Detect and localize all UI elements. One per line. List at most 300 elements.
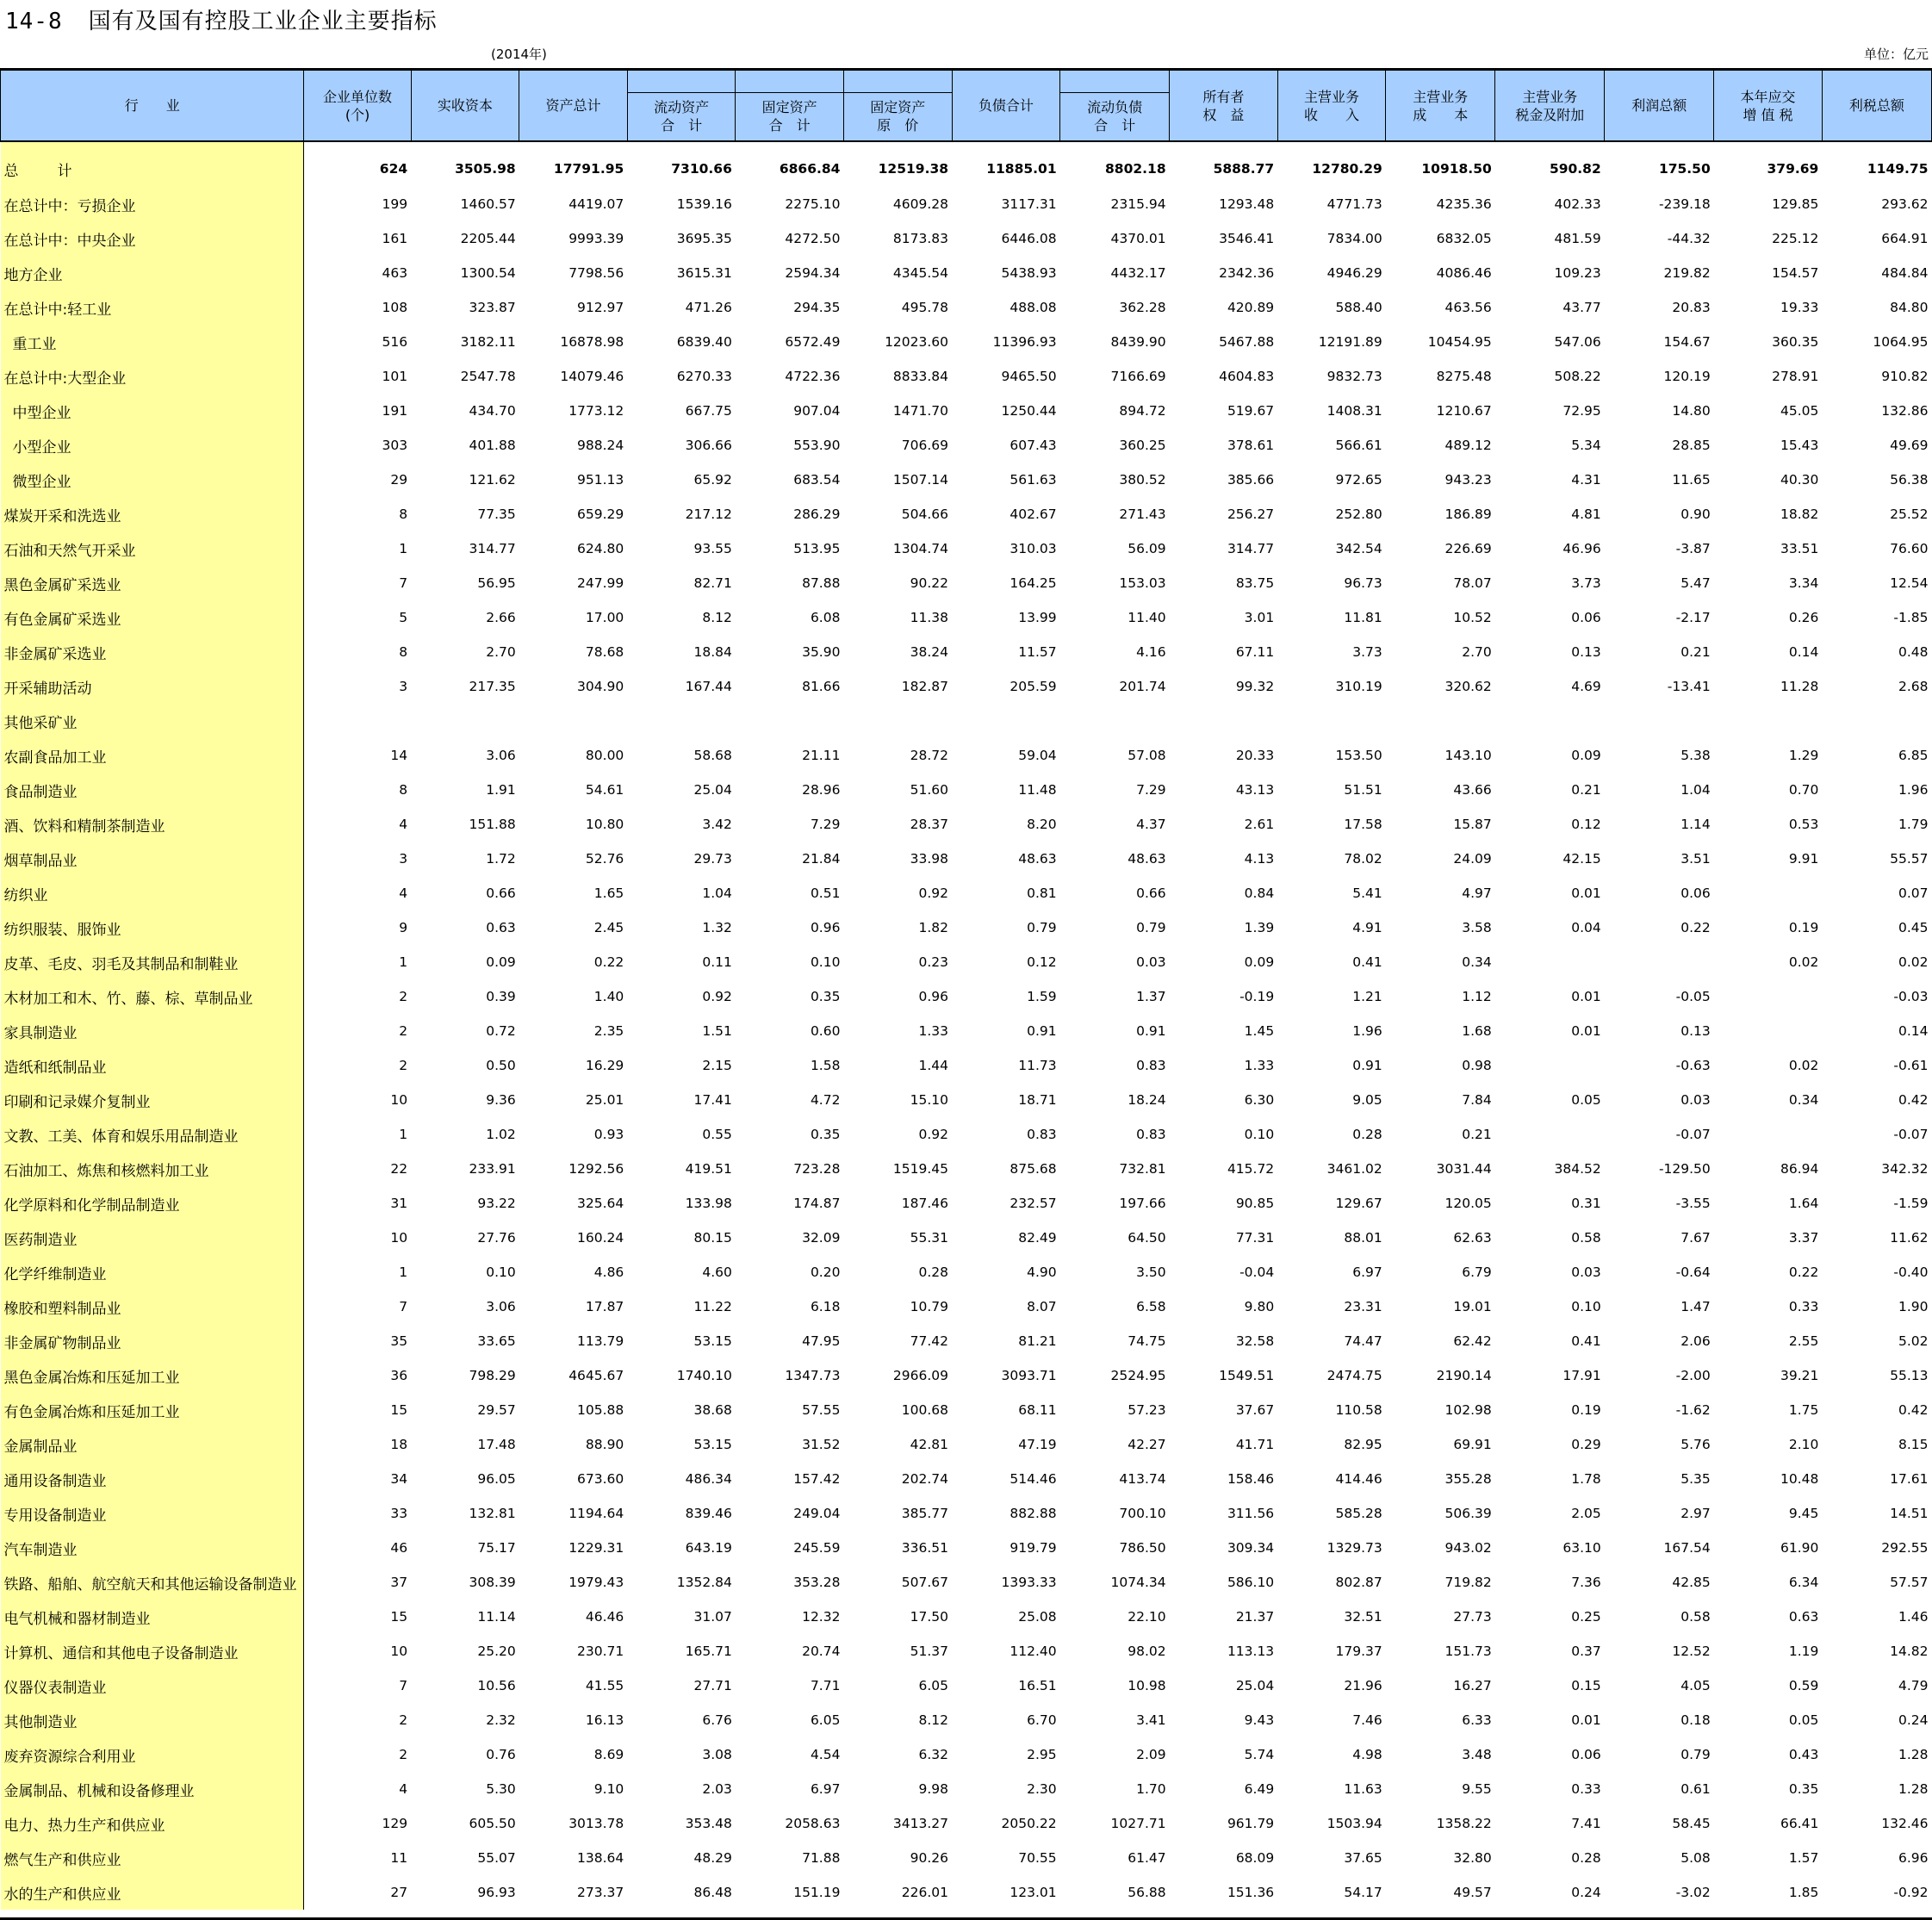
table-cell: 33.98 [910, 851, 949, 867]
table-cell: 1358.22 [1436, 1816, 1492, 1831]
table-cell: 19.33 [1780, 300, 1819, 315]
table-cell [1605, 704, 1714, 738]
table-cell: 151.36 [1227, 1885, 1275, 1900]
table-cell: 123.01 [1009, 1885, 1057, 1900]
industry-label: 小型企业 [12, 438, 71, 457]
table-cell: 786.50 [1119, 1540, 1166, 1556]
table-cell: 217.12 [685, 506, 732, 522]
table-cell: 659.29 [577, 506, 624, 522]
table-cell: 1773.12 [568, 403, 624, 419]
table-cell: 273.37 [577, 1885, 624, 1900]
table-cell: 151.19 [793, 1885, 841, 1900]
table-cell: 605.50 [469, 1816, 516, 1831]
table-cell: 0.58 [1680, 1609, 1711, 1625]
industry-name [1, 428, 304, 463]
table-cell: 3.48 [1462, 1747, 1492, 1762]
table-cell: 88.90 [585, 1437, 624, 1452]
table-row [1, 704, 1932, 738]
table-cell: 56.95 [477, 575, 516, 591]
table-cell: 1.32 [702, 920, 732, 935]
industry-label: 燃气生产和供应业 [3, 1851, 121, 1869]
table-cell: 3.08 [702, 1747, 732, 1762]
industry-name [1, 325, 304, 359]
table-cell: 6.96 [1898, 1850, 1929, 1866]
table-cell: 2.10 [1788, 1437, 1819, 1452]
table-cell: 37.67 [1235, 1402, 1275, 1418]
table-row [1, 1531, 1932, 1565]
table-cell: 0.61 [1680, 1781, 1711, 1797]
table-cell: 294.35 [793, 300, 841, 315]
table-cell: 0.91 [1352, 1058, 1382, 1073]
table-cell: 0.21 [1462, 1127, 1492, 1142]
table-cell: 2050.22 [1001, 1816, 1057, 1831]
table-cell: -44.32 [1667, 231, 1711, 246]
table-cell: 0.07 [1898, 885, 1929, 901]
table-cell: 29.57 [477, 1402, 516, 1418]
table-cell: 673.60 [577, 1471, 624, 1487]
table-cell: 384.52 [1554, 1161, 1601, 1177]
table-cell: 76.60 [1890, 541, 1929, 556]
table-cell: 10.80 [585, 817, 624, 832]
table-cell: 3013.78 [568, 1816, 624, 1831]
industry-name [1, 1806, 304, 1841]
table-cell: 0.10 [1244, 1127, 1275, 1142]
table-row [1, 1841, 1932, 1875]
table-cell: -3.87 [1675, 541, 1711, 556]
table-cell: 98.02 [1128, 1643, 1166, 1659]
table-cell: 419.51 [685, 1161, 732, 1177]
table-cell: 8 [399, 782, 408, 798]
table-cell: 16.29 [585, 1058, 624, 1073]
table-cell: 1194.64 [568, 1506, 624, 1521]
table-cell: 42.15 [1562, 851, 1601, 867]
table-cell: 1.75 [1788, 1402, 1819, 1418]
table-cell: 4.16 [1136, 644, 1166, 660]
table-cell: 6.05 [918, 1678, 949, 1693]
table-row [1, 635, 1932, 669]
table-cell: 0.10 [1571, 1299, 1601, 1314]
table-cell: 4.31 [1571, 472, 1601, 488]
table-cell: 4.79 [1898, 1678, 1929, 1693]
table-cell: 1507.14 [892, 472, 949, 488]
table-cell: 68.11 [1018, 1402, 1057, 1418]
table-cell: 798.29 [469, 1368, 516, 1383]
table-cell: 506.39 [1444, 1506, 1492, 1521]
table-cell: 20.33 [1235, 748, 1275, 763]
table-cell: 57.08 [1128, 748, 1166, 763]
table-cell: 3.42 [702, 817, 732, 832]
table-cell: 202.74 [901, 1471, 949, 1487]
table-cell: 109.23 [1554, 265, 1601, 281]
table-cell: 129.85 [1772, 196, 1819, 212]
table-cell: 380.52 [1119, 472, 1166, 488]
table-row [1, 256, 1932, 290]
industry-label: 通用设备制造业 [3, 1472, 107, 1490]
table-cell: 9.05 [1352, 1092, 1382, 1108]
table-cell: 16.27 [1453, 1678, 1492, 1693]
table-cell: 219.82 [1663, 265, 1711, 281]
table-cell: 292.55 [1881, 1540, 1929, 1556]
table-cell: 1.70 [1136, 1781, 1166, 1797]
table-cell: 1.04 [702, 885, 732, 901]
table-cell: 0.91 [1136, 1023, 1166, 1039]
table-cell: 1.45 [1244, 1023, 1275, 1039]
table-cell: 624 [379, 161, 408, 177]
table-cell: 11.38 [910, 610, 949, 625]
table-cell: 0.92 [702, 989, 732, 1004]
table-cell: 1.12 [1462, 989, 1492, 1004]
table-cell: 42.81 [910, 1437, 949, 1452]
table-cell: 57.57 [1890, 1575, 1929, 1590]
table-cell: 486.34 [685, 1471, 732, 1487]
table-cell: -0.04 [1239, 1264, 1275, 1280]
table-cell: 4 [399, 1781, 408, 1797]
table-cell: 9465.50 [1001, 369, 1057, 384]
table-cell: 3031.44 [1436, 1161, 1492, 1177]
table-cell: 4604.83 [1219, 369, 1275, 384]
table-cell: 0.14 [1788, 644, 1819, 660]
table-row [1, 463, 1932, 497]
table-cell: 3695.35 [676, 231, 732, 246]
table-cell: 11 [390, 1850, 408, 1866]
table-cell: 553.90 [793, 438, 841, 453]
table-cell: 0.05 [1788, 1712, 1819, 1728]
table-cell: 9993.39 [568, 231, 624, 246]
table-cell: 21.96 [1344, 1678, 1382, 1693]
table-cell: 6270.33 [676, 369, 732, 384]
industry-name [1, 1600, 304, 1634]
col-vat-payable: 本年应交 增 值 税 [1714, 71, 1823, 141]
table-cell: 77.35 [477, 506, 516, 522]
table-row [1, 1737, 1932, 1772]
col-total-liabilities: 负债合计 [952, 71, 1060, 141]
table-cell: 80.15 [693, 1230, 732, 1246]
table-cell: 25.04 [693, 782, 732, 798]
col-total-tax-profit: 利税总额 [1822, 71, 1931, 141]
table-header [1, 71, 1932, 141]
table-cell: 0.35 [810, 1127, 841, 1142]
table-cell: 2.15 [702, 1058, 732, 1073]
table-cell: 133.98 [685, 1196, 732, 1211]
industry-label: 医药制造业 [3, 1231, 78, 1249]
industry-name [1, 1014, 304, 1048]
table-cell: 2.55 [1788, 1333, 1819, 1349]
table-cell: 15.43 [1780, 438, 1819, 453]
table-cell: 25.20 [477, 1643, 516, 1659]
table-row [1, 738, 1932, 773]
table-cell: 2.45 [593, 920, 624, 935]
table-cell: 8.20 [1027, 817, 1057, 832]
table-cell: 2.66 [486, 610, 516, 625]
table-cell: 0.09 [1571, 748, 1601, 763]
table-cell: 0.28 [1571, 1850, 1601, 1866]
table-cell: 93.22 [477, 1196, 516, 1211]
table-cell: 56.88 [1128, 1885, 1166, 1900]
table-cell: 6.70 [1027, 1712, 1057, 1728]
table-cell: 0.55 [702, 1127, 732, 1142]
table-cell: 33 [390, 1506, 408, 1521]
table-cell: 3.37 [1788, 1230, 1819, 1246]
table-cell: 0.84 [1244, 885, 1275, 901]
table-cell: 7.84 [1462, 1092, 1492, 1108]
table-cell: 1.90 [1898, 1299, 1929, 1314]
page-title [5, 3, 438, 35]
table-cell: 0.72 [486, 1023, 516, 1039]
table-cell: 64.50 [1128, 1230, 1166, 1246]
industry-name [1, 1841, 304, 1875]
table-cell: 53.15 [693, 1437, 732, 1452]
table-cell: 27.71 [693, 1678, 732, 1693]
table-cell: 66.41 [1780, 1816, 1819, 1831]
table-cell: 3093.71 [1001, 1368, 1057, 1383]
table-cell: 32.51 [1344, 1609, 1382, 1625]
col-fixed-assets-original: 固定资产 原 价 [843, 92, 952, 141]
table-cell: 802.87 [1335, 1575, 1382, 1590]
table-cell: 336.51 [901, 1540, 949, 1556]
col-assets-group-top-3 [843, 71, 952, 92]
table-cell: 129 [382, 1816, 408, 1831]
table-cell: 0.76 [486, 1747, 516, 1762]
table-cell: 1.51 [702, 1023, 732, 1039]
table-row [1, 1221, 1932, 1255]
industry-name [1, 1496, 304, 1531]
table-cell: 7310.66 [671, 161, 732, 177]
table-cell: 0.13 [1571, 644, 1601, 660]
table-cell: 28.72 [910, 748, 949, 763]
industry-label: 黑色金属矿采选业 [3, 576, 121, 594]
table-cell: 1347.73 [785, 1368, 841, 1383]
table-cell: 2594.34 [785, 265, 841, 281]
table-cell: 5.34 [1571, 438, 1601, 453]
table-cell: 3.41 [1136, 1712, 1166, 1728]
table-cell: 0.35 [1788, 1781, 1819, 1797]
table-cell: 0.79 [1136, 920, 1166, 935]
table-cell: 0.10 [810, 954, 841, 970]
table-cell: 80.00 [585, 748, 624, 763]
table-cell: 1408.31 [1326, 403, 1382, 419]
table-cell: 309.34 [1227, 1540, 1275, 1556]
table-cell: 1.58 [810, 1058, 841, 1073]
table-cell: 154.67 [1663, 334, 1711, 350]
industry-name [1, 738, 304, 773]
table-row [1, 1393, 1932, 1427]
table-cell: 22.10 [1128, 1609, 1166, 1625]
table-cell: 0.93 [593, 1127, 624, 1142]
table-cell: 96.05 [477, 1471, 516, 1487]
table-cell: 48.29 [693, 1850, 732, 1866]
col-assets-group-top-2 [736, 71, 844, 92]
table-cell: 4722.36 [785, 369, 841, 384]
table-cell: 4.72 [810, 1092, 841, 1108]
table-cell: 0.53 [1788, 817, 1819, 832]
industry-label: 文教、工美、体育和娱乐用品制造业 [3, 1128, 239, 1146]
table-cell: 52.76 [585, 851, 624, 867]
table-cell: -0.05 [1675, 989, 1711, 1004]
table-cell: 0.12 [1027, 954, 1057, 970]
table-cell: 9.10 [593, 1781, 624, 1797]
table-cell: 590.82 [1549, 161, 1601, 177]
table-cell: 78.07 [1453, 575, 1492, 591]
table-cell: 179.37 [1335, 1643, 1382, 1659]
table-cell: 41.55 [585, 1678, 624, 1693]
table-row [1, 290, 1932, 325]
table-cell: 875.68 [1009, 1161, 1057, 1177]
table-cell: 14.80 [1672, 403, 1711, 419]
table-cell: 256.27 [1227, 506, 1275, 522]
table-cell: 78.68 [585, 644, 624, 660]
industry-label: 印刷和记录媒介复制业 [3, 1093, 151, 1111]
industry-label: 金属制品、机械和设备修理业 [3, 1782, 195, 1800]
table-cell: 972.65 [1335, 472, 1382, 488]
table-cell: 25.01 [585, 1092, 624, 1108]
industry-name [1, 141, 304, 187]
table-cell: 1539.16 [676, 196, 732, 212]
table-number: 14-8 [5, 9, 63, 34]
table-cell: 7 [399, 575, 408, 591]
table-cell: 585.28 [1335, 1506, 1382, 1521]
table-row [1, 359, 1932, 394]
table-cell: 2.09 [1136, 1747, 1166, 1762]
table-cell: 10 [390, 1230, 408, 1246]
col-total-profit: 利润总额 [1605, 71, 1714, 141]
table-cell: 0.48 [1898, 644, 1929, 660]
table-cell: 323.87 [469, 300, 516, 315]
table-cell: 894.72 [1119, 403, 1166, 419]
table-cell: 48.63 [1128, 851, 1166, 867]
table-row [1, 1358, 1932, 1393]
table-cell: 0.11 [702, 954, 732, 970]
col-main-revenue: 主营业务 收 入 [1277, 71, 1386, 141]
table-cell: 7834.00 [1326, 231, 1382, 246]
table-cell: 11.62 [1890, 1230, 1929, 1246]
table-cell: -129.50 [1658, 1161, 1711, 1177]
table-cell: 4.60 [702, 1264, 732, 1280]
table-cell [1170, 704, 1278, 738]
table-cell: 4609.28 [892, 196, 949, 212]
industry-name [1, 1772, 304, 1806]
table-cell: 187.46 [901, 1196, 949, 1211]
table-cell: 175.50 [1658, 161, 1711, 177]
table-cell: 0.92 [918, 885, 949, 901]
table-row [1, 945, 1932, 979]
table-cell: 2.70 [1462, 644, 1492, 660]
table-cell: 0.06 [1571, 1747, 1601, 1762]
table-cell: 18 [390, 1437, 408, 1452]
table-cell: 1.39 [1244, 920, 1275, 935]
table-cell: 566.61 [1335, 438, 1382, 453]
industry-label: 酒、饮料和精制茶制造业 [3, 817, 165, 836]
table-cell: -0.63 [1675, 1058, 1711, 1073]
table-cell: 12519.38 [878, 161, 949, 177]
table-cell: 507.67 [901, 1575, 949, 1590]
industry-label: 金属制品业 [3, 1438, 78, 1456]
table-cell: 0.21 [1571, 782, 1601, 798]
table-cell: 3413.27 [892, 1816, 949, 1831]
table-cell: -0.40 [1893, 1264, 1929, 1280]
table-cell: 6.49 [1244, 1781, 1275, 1797]
table-cell: 56.38 [1890, 472, 1929, 488]
table-cell: 12.32 [802, 1609, 841, 1625]
table-cell: 68.09 [1235, 1850, 1275, 1866]
table-cell: 0.24 [1571, 1885, 1601, 1900]
table-cell: 197.66 [1119, 1196, 1166, 1211]
table-cell: 7798.56 [568, 265, 624, 281]
col-industry: 行 业 [1, 71, 304, 141]
table-row [1, 807, 1932, 842]
table-cell: 278.91 [1772, 369, 1819, 384]
table-cell: 0.63 [1788, 1609, 1819, 1625]
table-cell: 15.10 [910, 1092, 949, 1108]
table-cell: 0.96 [810, 920, 841, 935]
table-cell: 4086.46 [1436, 265, 1492, 281]
table-cell: 11.40 [1128, 610, 1166, 625]
table-cell: 362.28 [1119, 300, 1166, 315]
industry-label: 家具制造业 [3, 1024, 78, 1042]
industry-name [1, 773, 304, 807]
table-cell: 519.67 [1227, 403, 1275, 419]
industry-name [1, 394, 304, 428]
table-cell: 664.91 [1881, 231, 1929, 246]
table-cell: 3 [399, 679, 408, 694]
table-cell: 10 [390, 1092, 408, 1108]
table-row [1, 1703, 1932, 1737]
table-cell: -2.17 [1675, 610, 1711, 625]
table-cell: 12023.60 [885, 334, 949, 350]
table-cell: 4771.73 [1326, 196, 1382, 212]
table-cell: 1393.33 [1001, 1575, 1057, 1590]
industry-name [1, 1668, 304, 1703]
table-cell: 3.51 [1680, 851, 1711, 867]
table-cell: 0.28 [1352, 1127, 1382, 1142]
table-cell: 252.80 [1335, 506, 1382, 522]
table-row [1, 600, 1932, 635]
table-cell: 7166.69 [1110, 369, 1166, 384]
table-cell: 82.71 [693, 575, 732, 591]
table-cell: 1.59 [1027, 989, 1057, 1004]
industry-label: 皮革、毛皮、羽毛及其制品和制鞋业 [3, 955, 239, 973]
table-cell: 21.11 [802, 748, 841, 763]
table-cell: 2 [399, 1712, 408, 1728]
table-cell: 1.64 [1788, 1196, 1819, 1211]
table-body [1, 141, 1932, 1910]
industry-label: 其他制造业 [3, 1713, 78, 1731]
table-cell: 0.01 [1571, 885, 1601, 901]
table-cell: 0.90 [1680, 506, 1711, 522]
table-cell: -3.02 [1675, 1885, 1711, 1900]
table-cell: 6866.84 [779, 161, 841, 177]
table-cell: 108 [382, 300, 408, 315]
table-cell: 0.29 [1571, 1437, 1601, 1452]
table-cell: 1210.67 [1436, 403, 1492, 419]
table-row [1, 1600, 1932, 1634]
table-cell: 6446.08 [1001, 231, 1057, 246]
table-cell: 27.76 [477, 1230, 516, 1246]
industry-name [1, 945, 304, 979]
table-cell: 2190.14 [1436, 1368, 1492, 1383]
table-cell: 378.61 [1227, 438, 1275, 453]
table-cell: 0.51 [810, 885, 841, 901]
table-cell: 6.32 [918, 1747, 949, 1762]
industry-label: 地方企业 [3, 266, 63, 284]
industry-label: 有色金属矿采选业 [3, 611, 121, 629]
table-row [1, 566, 1932, 600]
table-cell: 81.66 [802, 679, 841, 694]
table-cell: 62.63 [1453, 1230, 1492, 1246]
industry-name [1, 1048, 304, 1083]
table-cell: -0.03 [1893, 989, 1929, 1004]
table-cell: 182.87 [901, 679, 949, 694]
table-cell: 413.74 [1119, 1471, 1166, 1487]
